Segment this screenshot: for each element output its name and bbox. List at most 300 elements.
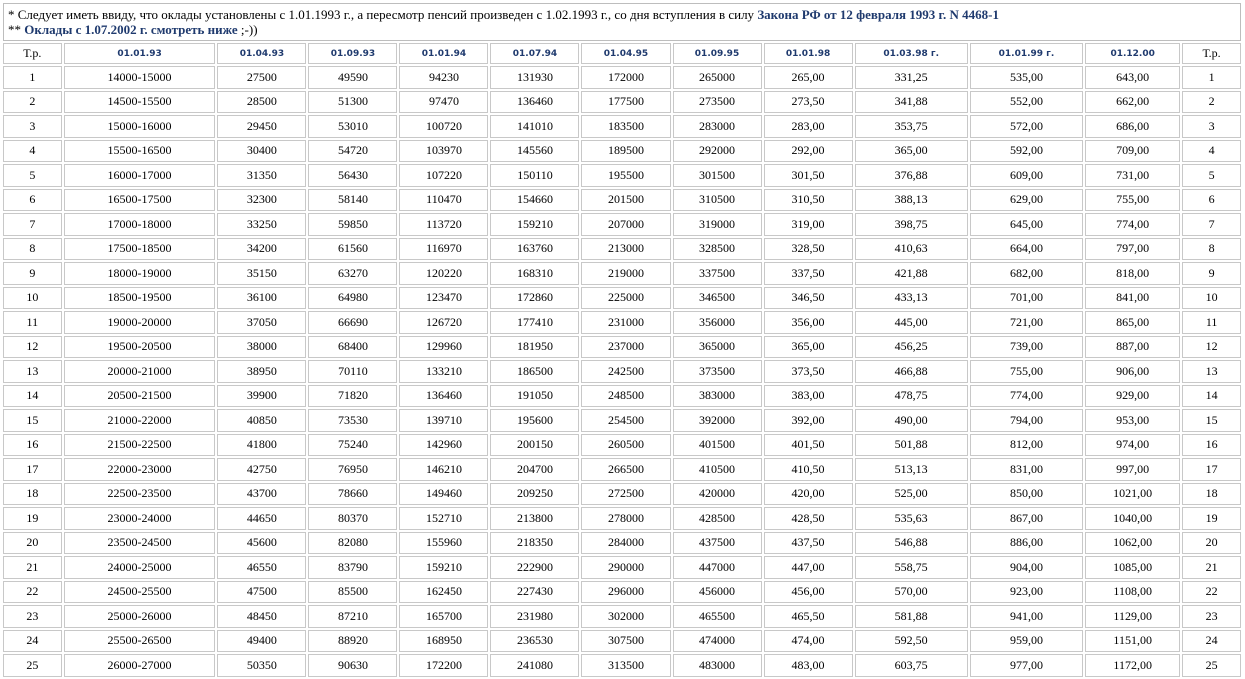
table-cell: 195500 (581, 164, 670, 187)
table-cell: 49400 (217, 630, 306, 653)
table-cell: 24000-25000 (64, 556, 216, 579)
table-cell: 14500-15500 (64, 91, 216, 114)
table-cell: 850,00 (970, 483, 1083, 506)
table-cell: 709,00 (1085, 140, 1180, 163)
table-cell: 959,00 (970, 630, 1083, 653)
table-cell: 365,00 (855, 140, 968, 163)
table-cell: 794,00 (970, 409, 1083, 432)
table-cell: 373,50 (764, 360, 853, 383)
table-cell: 30400 (217, 140, 306, 163)
table-cell: 131930 (490, 66, 579, 89)
table-cell: 365000 (673, 336, 762, 359)
table-cell: 7 (3, 213, 62, 236)
table-cell: 284000 (581, 532, 670, 555)
table-cell: 17 (1182, 458, 1241, 481)
table-cell: 68400 (308, 336, 397, 359)
table-cell: 78660 (308, 483, 397, 506)
table-cell: 266500 (581, 458, 670, 481)
table-cell: 645,00 (970, 213, 1083, 236)
table-cell: 664,00 (970, 238, 1083, 261)
table-cell: 21000-22000 (64, 409, 216, 432)
table-cell: 328500 (673, 238, 762, 261)
table-cell: 94230 (399, 66, 488, 89)
table-cell: 501,88 (855, 434, 968, 457)
table-cell: 204700 (490, 458, 579, 481)
table-cell: 14 (1182, 385, 1241, 408)
table-cell: 797,00 (1085, 238, 1180, 261)
table-cell: 997,00 (1085, 458, 1180, 481)
table-cell: 19500-20500 (64, 336, 216, 359)
table-cell: 2 (1182, 91, 1241, 114)
table-cell: 558,75 (855, 556, 968, 579)
table-cell: 25 (3, 654, 62, 677)
table-cell: 50350 (217, 654, 306, 677)
table-cell: 213000 (581, 238, 670, 261)
table-row (3, 213, 1241, 236)
table-cell: 739,00 (970, 336, 1083, 359)
table-cell: 201500 (581, 189, 670, 212)
table-cell: 629,00 (970, 189, 1083, 212)
table-cell: 447,00 (764, 556, 853, 579)
table-cell: 887,00 (1085, 336, 1180, 359)
table-row (3, 91, 1241, 114)
table-cell: 302000 (581, 605, 670, 628)
column-header: 01.01.98 (764, 43, 853, 64)
table-cell: 20000-21000 (64, 360, 216, 383)
table-cell: 310500 (673, 189, 762, 212)
table-cell: 904,00 (970, 556, 1083, 579)
table-cell: 71820 (308, 385, 397, 408)
table-cell: 831,00 (970, 458, 1083, 481)
table-row (3, 311, 1241, 334)
table-cell: 13 (1182, 360, 1241, 383)
table-cell: 24 (1182, 630, 1241, 653)
column-header: 01.01.94 (399, 43, 488, 64)
table-cell: 18 (1182, 483, 1241, 506)
table-cell: 456,25 (855, 336, 968, 359)
footnote-2-marker: ** (8, 22, 21, 37)
table-cell: 265,00 (764, 66, 853, 89)
table-cell: 3 (3, 115, 62, 138)
table-cell: 292000 (673, 140, 762, 163)
table-cell: 24 (3, 630, 62, 653)
table-cell: 5 (3, 164, 62, 187)
table-cell: 47500 (217, 581, 306, 604)
table-cell: 923,00 (970, 581, 1083, 604)
table-cell: 40850 (217, 409, 306, 432)
table-cell: 592,50 (855, 630, 968, 653)
table-cell: 142960 (399, 434, 488, 457)
table-row (3, 287, 1241, 310)
table-cell: 11 (1182, 311, 1241, 334)
table-cell: 445,00 (855, 311, 968, 334)
table-cell: 70110 (308, 360, 397, 383)
table-row (3, 532, 1241, 555)
table-cell: 209250 (490, 483, 579, 506)
table-cell: 1040,00 (1085, 507, 1180, 530)
table-cell: 146210 (399, 458, 488, 481)
table-cell: 155960 (399, 532, 488, 555)
table-cell: 328,50 (764, 238, 853, 261)
table-cell: 29450 (217, 115, 306, 138)
table-cell: 27500 (217, 66, 306, 89)
table-cell: 222900 (490, 556, 579, 579)
table-cell: 149460 (399, 483, 488, 506)
table-cell: 392,00 (764, 409, 853, 432)
table-cell: 139710 (399, 409, 488, 432)
law-link[interactable]: Закона РФ от 12 февраля 1993 г. N 4468-1 (757, 7, 999, 22)
table-cell: 200150 (490, 434, 579, 457)
table-cell: 701,00 (970, 287, 1083, 310)
table-cell: 21 (3, 556, 62, 579)
table-cell: 20500-21500 (64, 385, 216, 408)
table-cell: 19 (1182, 507, 1241, 530)
table-cell: 346,50 (764, 287, 853, 310)
table-cell: 12 (1182, 336, 1241, 359)
table-cell: 420,00 (764, 483, 853, 506)
table-cell: 14000-15000 (64, 66, 216, 89)
table-cell: 535,00 (970, 66, 1083, 89)
table-cell: 6 (3, 189, 62, 212)
table-cell: 1062,00 (1085, 532, 1180, 555)
table-row (3, 189, 1241, 212)
table-cell: 22 (3, 581, 62, 604)
table-cell: 218350 (490, 532, 579, 555)
table-cell: 56430 (308, 164, 397, 187)
table-cell: 51300 (308, 91, 397, 114)
table-cell: 346500 (673, 287, 762, 310)
table-cell: 133210 (399, 360, 488, 383)
table-cell: 97470 (399, 91, 488, 114)
table-cell: 207000 (581, 213, 670, 236)
header-row (3, 43, 1241, 64)
column-header: Т.р. (3, 43, 62, 64)
table-cell: 35150 (217, 262, 306, 285)
table-cell: 42750 (217, 458, 306, 481)
table-cell: 88920 (308, 630, 397, 653)
table-cell: 278000 (581, 507, 670, 530)
table-cell: 20 (1182, 532, 1241, 555)
table-cell: 15500-16500 (64, 140, 216, 163)
table-cell: 14 (3, 385, 62, 408)
table-cell: 241080 (490, 654, 579, 677)
table-cell: 388,13 (855, 189, 968, 212)
table-cell: 49590 (308, 66, 397, 89)
table-cell: 141010 (490, 115, 579, 138)
table-cell: 16500-17500 (64, 189, 216, 212)
table-cell: 603,75 (855, 654, 968, 677)
table-cell: 307500 (581, 630, 670, 653)
table-cell: 225000 (581, 287, 670, 310)
table-cell: 456,00 (764, 581, 853, 604)
table-cell: 236530 (490, 630, 579, 653)
table-cell: 319,00 (764, 213, 853, 236)
table-cell: 1021,00 (1085, 483, 1180, 506)
table-cell: 6 (1182, 189, 1241, 212)
table-cell: 23 (3, 605, 62, 628)
table-cell: 19 (3, 507, 62, 530)
table-cell: 45600 (217, 532, 306, 555)
table-cell: 421,88 (855, 262, 968, 285)
table-row (3, 409, 1241, 432)
table-cell: 254500 (581, 409, 670, 432)
table-cell: 296000 (581, 581, 670, 604)
table-cell: 420000 (673, 483, 762, 506)
table-row (3, 458, 1241, 481)
table-cell: 9 (1182, 262, 1241, 285)
table-cell: 592,00 (970, 140, 1083, 163)
table-cell: 290000 (581, 556, 670, 579)
table-cell: 44650 (217, 507, 306, 530)
column-header: 01.12.00 (1085, 43, 1180, 64)
table-cell: 159210 (490, 213, 579, 236)
table-cell: 260500 (581, 434, 670, 457)
table-cell: 1 (3, 66, 62, 89)
table-cell: 310,50 (764, 189, 853, 212)
table-cell: 292,00 (764, 140, 853, 163)
table-cell: 22000-23000 (64, 458, 216, 481)
table-cell: 410,63 (855, 238, 968, 261)
table-cell: 478,75 (855, 385, 968, 408)
table-cell: 818,00 (1085, 262, 1180, 285)
table-cell: 686,00 (1085, 115, 1180, 138)
table-cell: 11 (3, 311, 62, 334)
table-cell: 490,00 (855, 409, 968, 432)
table-row (3, 140, 1241, 163)
column-header: 01.04.95 (581, 43, 670, 64)
table-cell: 774,00 (1085, 213, 1180, 236)
table-cell: 283,00 (764, 115, 853, 138)
table-cell: 189500 (581, 140, 670, 163)
table-cell: 319000 (673, 213, 762, 236)
footnote-1-text: * Следует иметь ввиду, что оклады установлены с 1.01.1993 г., а пересмотр пенсий произведен с 1.02.1993 г., со дня вступления в силу (8, 7, 755, 22)
table-cell: 9 (3, 262, 62, 285)
table-cell: 941,00 (970, 605, 1083, 628)
table-cell: 10 (1182, 287, 1241, 310)
table-cell: 376,88 (855, 164, 968, 187)
table-cell: 61560 (308, 238, 397, 261)
table-cell: 13 (3, 360, 62, 383)
table-cell: 1108,00 (1085, 581, 1180, 604)
table-cell: 8 (1182, 238, 1241, 261)
table-cell: 110470 (399, 189, 488, 212)
table-cell: 75240 (308, 434, 397, 457)
table-cell: 546,88 (855, 532, 968, 555)
table-cell: 181950 (490, 336, 579, 359)
table-cell: 841,00 (1085, 287, 1180, 310)
table-cell: 483000 (673, 654, 762, 677)
table-body (3, 66, 1241, 677)
table-cell: 437500 (673, 532, 762, 555)
table-cell: 18 (3, 483, 62, 506)
table-cell: 168310 (490, 262, 579, 285)
table-row (3, 434, 1241, 457)
table-cell: 23 (1182, 605, 1241, 628)
table-cell: 1151,00 (1085, 630, 1180, 653)
table-cell: 662,00 (1085, 91, 1180, 114)
table-cell: 43700 (217, 483, 306, 506)
table-cell: 609,00 (970, 164, 1083, 187)
table-cell: 865,00 (1085, 311, 1180, 334)
table-cell: 90630 (308, 654, 397, 677)
table-cell: 87210 (308, 605, 397, 628)
table-cell: 341,88 (855, 91, 968, 114)
table-cell: 73530 (308, 409, 397, 432)
table-cell: 63270 (308, 262, 397, 285)
table-cell: 929,00 (1085, 385, 1180, 408)
table-cell: 301500 (673, 164, 762, 187)
table-cell: 465500 (673, 605, 762, 628)
table-row (3, 360, 1241, 383)
table-cell: 59850 (308, 213, 397, 236)
table-cell: 721,00 (970, 311, 1083, 334)
table-cell: 273,50 (764, 91, 853, 114)
table-cell: 428,50 (764, 507, 853, 530)
table-cell: 31350 (217, 164, 306, 187)
table-cell: 168950 (399, 630, 488, 653)
table-cell: 456000 (673, 581, 762, 604)
table-row (3, 556, 1241, 579)
table-cell: 38000 (217, 336, 306, 359)
table-cell: 474,00 (764, 630, 853, 653)
table-cell: 82080 (308, 532, 397, 555)
table-row (3, 66, 1241, 89)
table-cell: 886,00 (970, 532, 1083, 555)
table-cell: 433,13 (855, 287, 968, 310)
table-cell: 755,00 (970, 360, 1083, 383)
table-row (3, 483, 1241, 506)
column-header: 01.09.93 (308, 43, 397, 64)
table-row (3, 164, 1241, 187)
salaries-2002-link[interactable]: Оклады с 1.07.2002 г. смотреть ниже (24, 22, 238, 37)
footnote-2-suffix: ;-)) (240, 22, 258, 37)
table-row (3, 630, 1241, 653)
column-header: 01.01.93 (64, 43, 216, 64)
table-cell: 16 (3, 434, 62, 457)
table-cell: 398,75 (855, 213, 968, 236)
table-cell: 10 (3, 287, 62, 310)
table-cell: 41800 (217, 434, 306, 457)
table-cell: 152710 (399, 507, 488, 530)
footnote-1 (8, 7, 1236, 22)
table-cell: 154660 (490, 189, 579, 212)
table-cell: 26000-27000 (64, 654, 216, 677)
table-cell: 191050 (490, 385, 579, 408)
table-cell: 474000 (673, 630, 762, 653)
table-cell: 283000 (673, 115, 762, 138)
table-cell: 165700 (399, 605, 488, 628)
table-cell: 150110 (490, 164, 579, 187)
table-cell: 1129,00 (1085, 605, 1180, 628)
table-cell: 525,00 (855, 483, 968, 506)
table-cell: 17000-18000 (64, 213, 216, 236)
table-cell: 272500 (581, 483, 670, 506)
table-cell: 66690 (308, 311, 397, 334)
table-cell: 80370 (308, 507, 397, 530)
footnote-2 (8, 22, 1236, 37)
column-header: 01.07.94 (490, 43, 579, 64)
table-cell: 25 (1182, 654, 1241, 677)
table-cell: 183500 (581, 115, 670, 138)
table-cell: 54720 (308, 140, 397, 163)
table-cell: 428500 (673, 507, 762, 530)
table-cell: 19000-20000 (64, 311, 216, 334)
table-cell: 39900 (217, 385, 306, 408)
table-cell: 437,50 (764, 532, 853, 555)
table-cell: 38950 (217, 360, 306, 383)
table-cell: 1 (1182, 66, 1241, 89)
table-cell: 23500-24500 (64, 532, 216, 555)
table-cell: 4 (3, 140, 62, 163)
table-cell: 163760 (490, 238, 579, 261)
table-cell: 195600 (490, 409, 579, 432)
table-cell: 682,00 (970, 262, 1083, 285)
table-cell: 58140 (308, 189, 397, 212)
table-cell: 18500-19500 (64, 287, 216, 310)
table-cell: 33250 (217, 213, 306, 236)
table-cell: 15 (3, 409, 62, 432)
table-cell: 18000-19000 (64, 262, 216, 285)
table-cell: 21500-22500 (64, 434, 216, 457)
table-cell: 36100 (217, 287, 306, 310)
table-cell: 186500 (490, 360, 579, 383)
table-cell: 356,00 (764, 311, 853, 334)
table-cell: 145560 (490, 140, 579, 163)
table-cell: 383,00 (764, 385, 853, 408)
table-cell: 12 (3, 336, 62, 359)
table-row (3, 581, 1241, 604)
table-cell: 483,00 (764, 654, 853, 677)
table-cell: 126720 (399, 311, 488, 334)
column-header: 01.01.99 г. (970, 43, 1083, 64)
table-cell: 123470 (399, 287, 488, 310)
table-cell: 172000 (581, 66, 670, 89)
table-cell: 46550 (217, 556, 306, 579)
table-cell: 213800 (490, 507, 579, 530)
table-cell: 1172,00 (1085, 654, 1180, 677)
table-cell: 17500-18500 (64, 238, 216, 261)
page-content (3, 3, 1241, 679)
table-cell: 162450 (399, 581, 488, 604)
table-cell: 32300 (217, 189, 306, 212)
table-cell: 313500 (581, 654, 670, 677)
table-cell: 16 (1182, 434, 1241, 457)
table-cell: 401,50 (764, 434, 853, 457)
table-cell: 25500-26500 (64, 630, 216, 653)
table-cell: 301,50 (764, 164, 853, 187)
table-cell: 177410 (490, 311, 579, 334)
table-cell: 76950 (308, 458, 397, 481)
column-header: 01.09.95 (673, 43, 762, 64)
table-cell: 4 (1182, 140, 1241, 163)
table-cell: 64980 (308, 287, 397, 310)
table-cell: 867,00 (970, 507, 1083, 530)
table-cell: 5 (1182, 164, 1241, 187)
table-cell: 535,63 (855, 507, 968, 530)
table-cell: 365,00 (764, 336, 853, 359)
table-cell: 977,00 (970, 654, 1083, 677)
salary-table (1, 41, 1243, 679)
table-cell: 572,00 (970, 115, 1083, 138)
table-row (3, 262, 1241, 285)
table-cell: 337500 (673, 262, 762, 285)
table-cell: 15000-16000 (64, 115, 216, 138)
column-header: 01.04.93 (217, 43, 306, 64)
table-cell: 581,88 (855, 605, 968, 628)
table-cell: 552,00 (970, 91, 1083, 114)
table-cell: 465,50 (764, 605, 853, 628)
table-cell: 392000 (673, 409, 762, 432)
